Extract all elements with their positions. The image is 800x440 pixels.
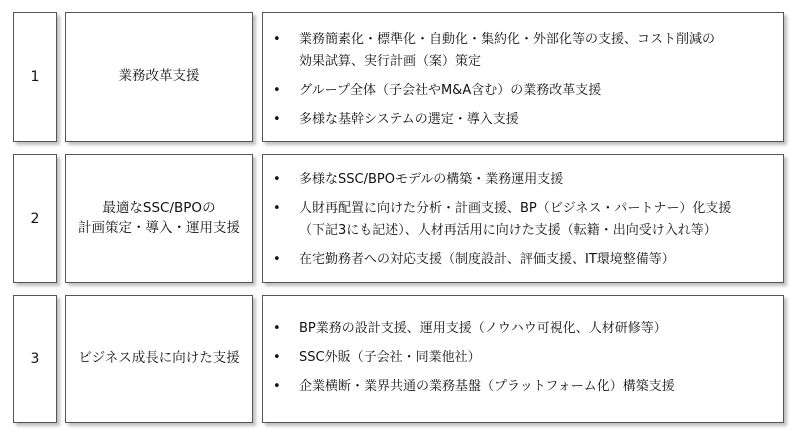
row-number-text: 3 (30, 351, 40, 367)
list-item (273, 249, 775, 271)
bullet-list (273, 318, 775, 398)
bullet-icon: • (273, 112, 281, 127)
bullet-icon: • (273, 32, 281, 47)
bullet-icon: • (273, 83, 281, 98)
list-item-line: 多様なSSC/BPOモデルの構築・業務運用支援 (299, 172, 564, 187)
list-item (273, 169, 775, 191)
row-number (13, 154, 57, 283)
list-item (273, 376, 775, 398)
row-number-text: 2 (30, 210, 40, 227)
list-item (273, 80, 775, 102)
bullet-icon: • (273, 201, 281, 216)
bullet-icon: • (273, 321, 281, 336)
row-items (262, 12, 784, 142)
bullet-icon: • (273, 379, 281, 394)
bullet-icon: • (273, 252, 281, 267)
bullet-icon: • (273, 172, 281, 187)
list-item (273, 29, 775, 73)
row-items (262, 154, 784, 283)
bullet-icon: • (273, 350, 281, 365)
row-number (13, 12, 57, 142)
list-item-line: 業務簡素化・標準化・自動化・集約化・外部化等の支援、コスト削減の (299, 32, 716, 47)
list-item-line: 企業横断・業界共通の業務基盤（プラットフォーム化）構築支援 (299, 379, 675, 394)
list-item-line: （下記3にも記述）、人材再活用に向けた支援（転籍・出向受け入れ等） (299, 223, 717, 238)
row-title-line: 最適なSSC/BPOの (102, 199, 216, 216)
list-item (273, 198, 775, 242)
bullet-list (273, 169, 775, 271)
row-number-text: 1 (30, 69, 40, 85)
list-item-line: グループ全体（子会社やM&A含む）の業務改革支援 (299, 83, 602, 98)
row-title-line: ビジネス成長に向けた支援 (78, 350, 240, 367)
row-title (65, 295, 253, 423)
list-item-line: BP業務の設計支援、運用支援（ノウハウ可視化、人材研修等） (299, 321, 667, 336)
row-title (65, 12, 253, 142)
list-item-line: 多様な基幹システムの選定・導入支援 (299, 112, 519, 127)
row-title (65, 154, 253, 283)
list-item (273, 318, 775, 340)
list-item (273, 109, 775, 131)
row-title-line: 計画策定・導入・運用支援 (78, 219, 240, 236)
bullet-list (273, 29, 775, 131)
list-item-line: 人財再配置に向けた分析・計画支援、BP（ビジネス・パートナー）化支援 (299, 201, 732, 216)
list-item-line: 効果試算、実行計画（案）策定 (299, 54, 482, 69)
row-title-line: 業務改革支援 (118, 68, 200, 85)
list-item-line: 在宅勤務者への対応支援（制度設計、評価支援、IT環境整備等） (299, 252, 675, 267)
list-item (273, 347, 775, 369)
row-items (262, 295, 784, 423)
row-number (13, 295, 57, 423)
list-item-line: SSC外販（子会社・同業他社） (299, 350, 481, 365)
